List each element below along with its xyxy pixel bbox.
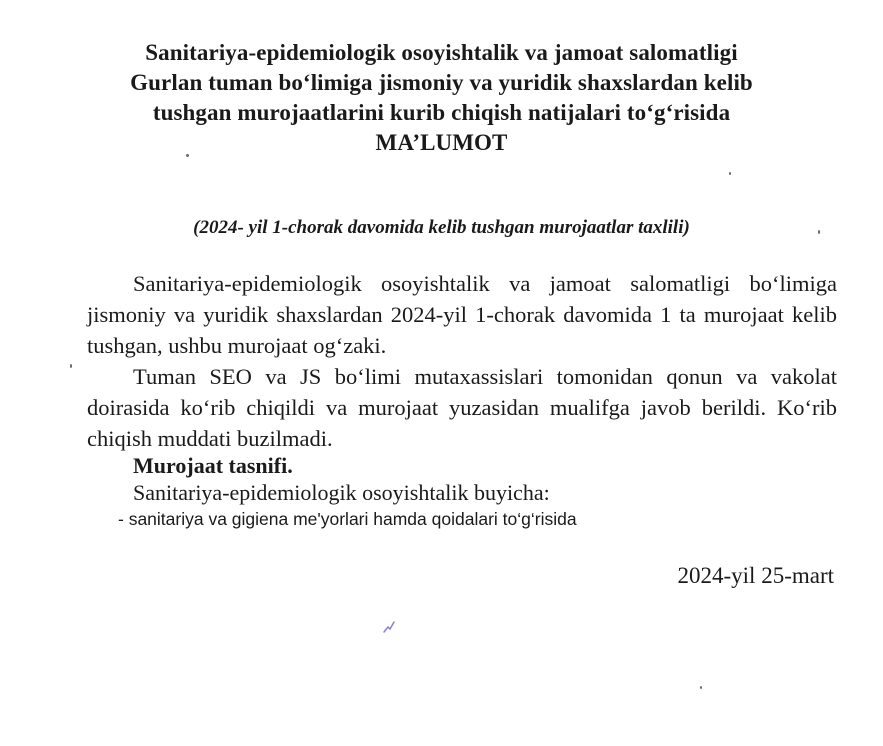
paragraph-2 <box>87 361 837 454</box>
scan-speck <box>729 172 731 175</box>
title-line-1: Sanitariya-epidemiologik osoyishtalik va jamoat salomatligi <box>145 40 738 65</box>
title-line-4: MA’LUMOT <box>375 130 508 155</box>
pen-mark-icon <box>382 620 396 634</box>
paragraph-1 <box>87 268 837 361</box>
paragraph-2-text: Tuman SEO va JS bo‘limi mutaxassislari tomonidan qonun va vakolat doirasida ko‘rib chiqildi va murojaat yuzasidan mualifga javob berildi. Ko‘rib chiqish muddati buzilmadi. <box>87 364 837 451</box>
classification-category: Sanitariya-epidemiologik osoyishtalik buyicha: <box>133 480 550 505</box>
title-line-2: Gurlan tuman bo‘limiga jismoniy va yuridik shaxslardan kelib <box>130 70 753 95</box>
scan-speck <box>700 686 702 689</box>
classification-item: - sanitariya va gigiena me'yorlari hamdа qoidalari to‘g‘risida <box>118 509 577 529</box>
scan-speck <box>70 364 72 368</box>
title-line-3: tushgan murojaatlarini kurib chiqish natijalari to‘g‘risida <box>152 100 731 125</box>
document-subtitle: (2024- yil 1-chorak davomida kelib tushgan murojaatlar taxlili) <box>193 217 690 238</box>
paragraph-2-block <box>87 361 837 454</box>
scan-speck <box>818 230 820 234</box>
paragraph-1-text: Sanitariya-epidemiologik osoyishtalik va jamoat salomatligi bo‘limiga jismoniy va yuridik shaxslardan 2024-yil 1-chorak davomida 1 ta murojaat kelib tushgan, ushbu murojaat og‘zaki. <box>87 271 837 358</box>
scan-speck <box>186 154 189 157</box>
document-title <box>60 38 823 158</box>
paragraph-1-block <box>87 268 837 361</box>
classification-heading: Murojaat tasnifi. <box>133 453 293 478</box>
document-date: 2024-yil 25-mart <box>677 563 834 588</box>
